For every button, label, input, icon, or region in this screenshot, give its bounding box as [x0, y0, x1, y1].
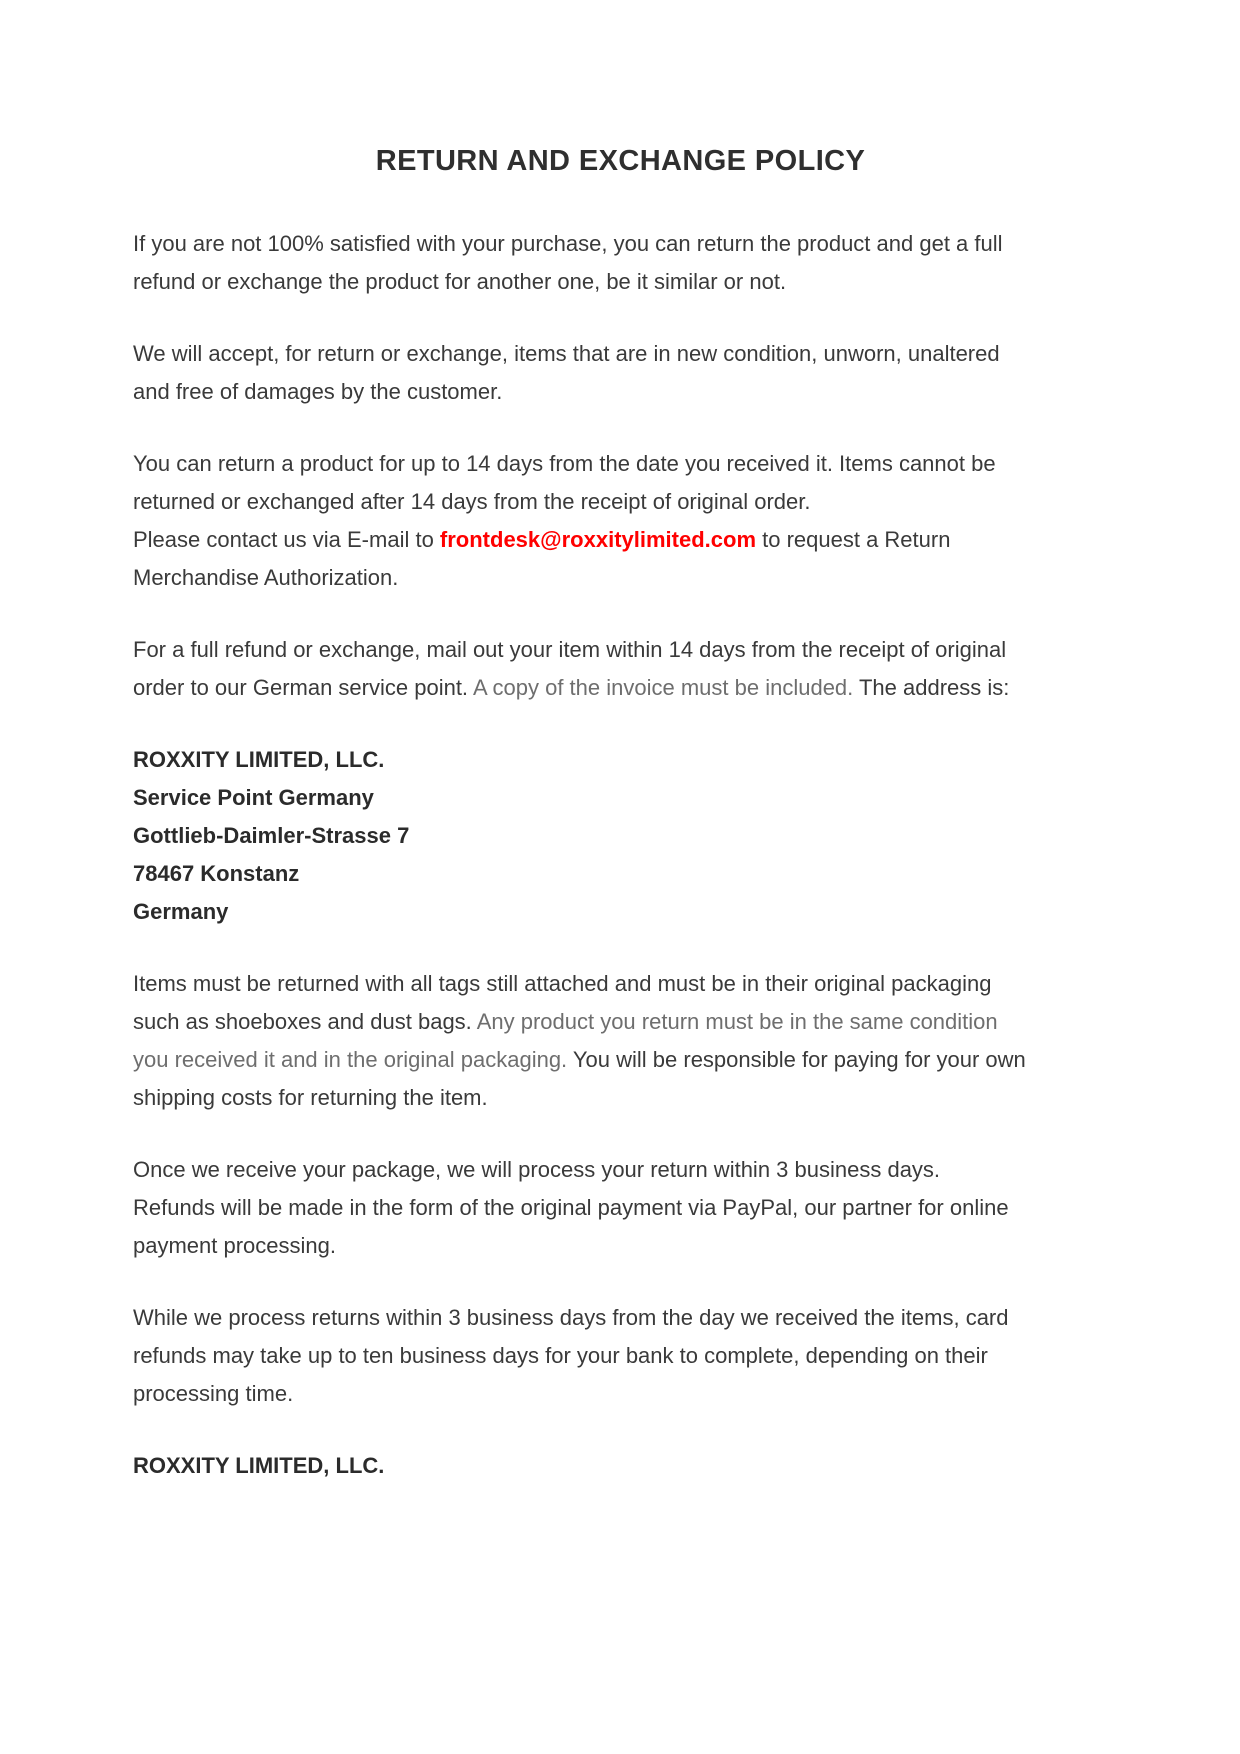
normal-text-run: refund or exchange the product for another one, be it similar or not.: [133, 269, 787, 294]
strong-text-run: ROXXITY LIMITED, LLC.: [133, 1453, 385, 1478]
normal-text-run: While we process returns within 3 business days from the day we received the items, card: [133, 1305, 1009, 1330]
normal-text-run: payment processing.: [133, 1233, 336, 1258]
paragraph-packaging-requirements: [133, 965, 1173, 1117]
normal-text-run: such as shoeboxes and dust bags.: [133, 1009, 477, 1034]
normal-text-run: and free of damages by the customer.: [133, 379, 503, 404]
muted-text-run: Any product you return must be in the same condition: [476, 1009, 998, 1034]
normal-text-run: Refunds will be made in the form of the original payment via PayPal, our partner for online: [133, 1195, 1009, 1220]
muted-text-run: you received it and in the original packaging.: [133, 1047, 568, 1072]
normal-text-run: You will be responsible for paying for your own: [567, 1047, 1026, 1072]
strong-text-run: 78467 Konstanz: [133, 861, 300, 886]
normal-text-run: order to our German service point.: [133, 675, 473, 700]
paragraph-mailing-instructions: [133, 631, 1173, 707]
normal-text-run: Merchandise Authorization.: [133, 565, 399, 590]
normal-text-run: The address is:: [853, 675, 1010, 700]
normal-text-run: You can return a product for up to 14 days from the date you received it. Items cannot be: [133, 451, 996, 476]
muted-text-run: A copy of the invoice must be included.: [472, 675, 854, 700]
document-body: [133, 225, 1173, 1485]
normal-text-run: For a full refund or exchange, mail out your item within 14 days from the receipt of original: [133, 637, 1007, 662]
normal-text-run: to request a Return: [756, 527, 951, 552]
strong-text-run: Gottlieb-Daimler-Strasse 7: [133, 823, 410, 848]
normal-text-run: We will accept, for return or exchange, items that are in new condition, unworn, unaltered: [133, 341, 1000, 366]
strong-text-run: ROXXITY LIMITED, LLC.: [133, 747, 385, 772]
paragraph-bank-processing-time: [133, 1299, 1173, 1413]
normal-text-run: Please contact us via E-mail to: [133, 527, 440, 552]
normal-text-run: processing time.: [133, 1381, 294, 1406]
paragraph-intro: [133, 225, 1173, 301]
paragraph-return-window: [133, 445, 1173, 597]
normal-text-run: shipping costs for returning the item.: [133, 1085, 488, 1110]
normal-text-run: Once we receive your package, we will process your return within 3 business days.: [133, 1157, 941, 1182]
normal-text-run: refunds may take up to ten business days for your bank to complete, depending on their: [133, 1343, 988, 1368]
email-link[interactable]: frontdesk@roxxitylimited.com: [439, 527, 756, 552]
paragraph-signature: [133, 1447, 1173, 1485]
document-title: RETURN AND EXCHANGE POLICY: [375, 145, 866, 177]
strong-text-run: Germany: [133, 899, 229, 924]
strong-text-run: Service Point Germany: [133, 785, 374, 810]
paragraph-acceptance-conditions: [133, 335, 1173, 411]
normal-text-run: Items must be returned with all tags still attached and must be in their original packaging: [133, 971, 992, 996]
normal-text-run: returned or exchanged after 14 days from the receipt of original order.: [133, 489, 811, 514]
paragraph-service-point-address: [133, 741, 1173, 931]
paragraph-processing-refunds: [133, 1151, 1173, 1265]
normal-text-run: If you are not 100% satisfied with your purchase, you can return the product and get a full: [133, 231, 1003, 256]
